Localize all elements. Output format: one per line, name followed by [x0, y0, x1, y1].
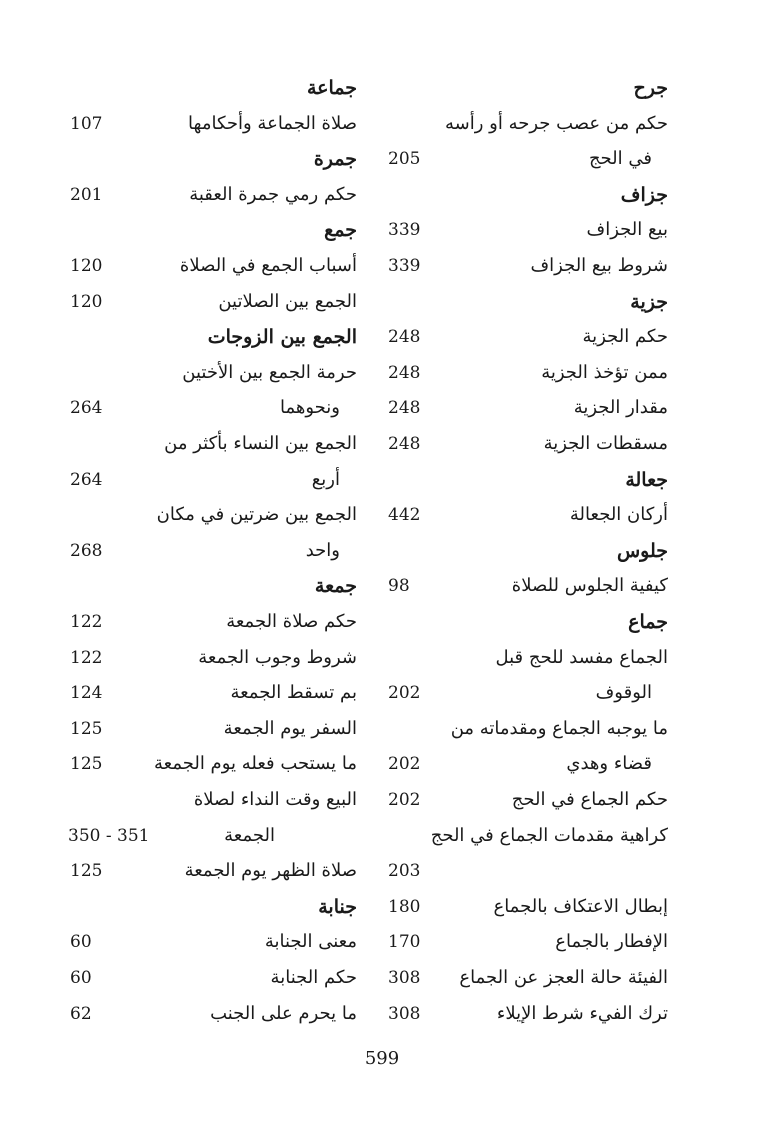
right-index-page-ref: 339 — [388, 256, 421, 276]
left-index-entry-text: الجمع بين النساء بأكثر من — [164, 433, 357, 454]
right-index-entry-text: ترك الفيء شرط الإيلاء — [496, 1002, 668, 1024]
right-index-entry-text: كراهية مقدمات الجماع في الحج — [430, 824, 668, 846]
left-index-page-ref: 122 — [70, 647, 103, 668]
left-index-entry-text: ونحوهما — [279, 397, 340, 419]
right-index-page-ref: 248 — [388, 327, 421, 348]
left-index-page-ref: 62 — [70, 1003, 92, 1024]
right-index-entry-text: إبطال الاعتكاف بالجماع — [493, 895, 668, 917]
left-index-entry-text: معنى الجنابة — [264, 931, 357, 953]
right-index-entry-text: حكم من عصب جرحه أو رأسه — [445, 112, 668, 134]
left-index-page-ref: 124 — [70, 683, 103, 704]
left-index-heading: جمعة — [314, 575, 357, 598]
right-index-entry-text: حكم الجماع في الحج — [511, 789, 668, 810]
right-index-entry-text: ممن تؤخذ الجزية — [541, 361, 668, 383]
left-index-entry-text: حرمة الجمع بين الأختين — [182, 361, 357, 383]
left-index-page-ref: 120 — [70, 291, 103, 312]
right-index-page-ref: 202 — [388, 754, 421, 775]
right-index-entry-text: قضاء وهدي — [566, 753, 652, 775]
right-index-entry-text: مسقطات الجزية — [543, 433, 668, 454]
right-index-page-ref: 248 — [388, 434, 421, 454]
right-index-page-ref: 308 — [388, 1003, 421, 1024]
left-index-entry-text: أسباب الجمع في الصلاة — [179, 255, 357, 276]
right-index-heading: جرح — [633, 77, 668, 99]
right-index-page-ref: 339 — [388, 220, 421, 241]
left-index-page-ref: 264 — [70, 398, 103, 419]
left-index-entry-text: ما يستحب فعله يوم الجمعة — [153, 753, 357, 775]
left-index-page-ref: 122 — [70, 612, 103, 632]
right-index-heading: جعالة — [625, 468, 668, 491]
right-index-entry-text: الفيئة حالة العجز عن الجماع — [459, 967, 668, 988]
right-index-heading: جزية — [630, 290, 668, 313]
left-index-page-ref: 125 — [70, 861, 103, 882]
left-index-heading: جماعة — [306, 77, 357, 99]
right-index-entry-text: مقدار الجزية — [573, 397, 668, 419]
left-index-page-ref: 268 — [70, 540, 103, 561]
left-index-page-ref: 125 — [70, 718, 103, 739]
left-index-entry-text: الجمع بين الصلاتين — [218, 290, 357, 312]
left-index-heading: جنابة — [318, 895, 357, 918]
right-index-entry-text: شروط بيع الجزاف — [530, 255, 668, 276]
right-index-page-ref: 442 — [388, 505, 421, 526]
right-index-page-ref: 248 — [388, 362, 421, 383]
left-index-entry-text: حكم الجنابة — [270, 967, 357, 988]
left-index-page-ref: 60 — [70, 932, 92, 953]
right-index-heading: جلوس — [616, 539, 668, 562]
left-index-heading: جمع — [324, 219, 357, 242]
left-index-heading: جمرة — [313, 148, 357, 171]
left-index-page-ref: 264 — [70, 469, 103, 490]
right-index-page-ref: 98 — [388, 576, 410, 597]
right-index-entry-text: كيفية الجلوس للصلاة — [511, 575, 668, 597]
right-index-entry-text: الجماع مفسد للحج قبل — [495, 646, 668, 668]
right-index-entry-text: في الحج — [588, 148, 652, 170]
left-index-page-ref: 125 — [70, 754, 103, 775]
left-index-entry-text: ما يحرم على الجنب — [210, 1002, 357, 1024]
right-index-page-ref: 203 — [388, 861, 421, 882]
left-index-entry-text: السفر يوم الجمعة — [223, 717, 357, 739]
left-index-entry-text: واحد — [305, 539, 340, 561]
left-index-entry-text: الجمع بين ضرتين في مكان — [156, 504, 357, 526]
right-index-entry-text: الوقوف — [595, 682, 652, 704]
left-index-entry-text: البيع وقت النداء لصلاة — [193, 789, 357, 810]
left-index-entry-text: بم تسقط الجمعة — [230, 682, 357, 704]
left-index-page-ref: 107 — [70, 113, 103, 134]
right-index-page-ref: 205 — [388, 149, 421, 170]
page-number: 599 — [364, 1048, 400, 1069]
right-index-entry-text: حكم الجزية — [582, 326, 668, 348]
right-index-page-ref: 180 — [388, 896, 421, 917]
right-index-page-ref: 202 — [388, 790, 421, 810]
right-index-heading: جماع — [628, 611, 668, 633]
left-index-page-ref: 201 — [70, 184, 103, 205]
right-index-entry-text: ما يوجبه الجماع ومقدماته من — [450, 717, 668, 739]
left-index-page-ref: 120 — [70, 256, 103, 276]
right-index-heading: جزاف — [620, 183, 668, 206]
left-index-entry-text: حكم صلاة الجمعة — [226, 611, 357, 632]
right-index-page-ref: 308 — [388, 968, 421, 988]
left-index-entry-text: حكم رمي جمرة العقبة — [189, 183, 357, 205]
left-index-page-ref: 350 - 351 — [68, 825, 150, 846]
right-index-page-ref: 248 — [388, 398, 421, 419]
right-index-entry-text: أركان الجعالة — [569, 504, 668, 526]
left-index-heading: الجمع بين الزوجات — [207, 326, 357, 349]
left-index-entry-text: صلاة الظهر يوم الجمعة — [184, 860, 357, 882]
left-index-entry-text: شروط وجوب الجمعة — [198, 646, 357, 668]
right-index-page-ref: 202 — [388, 683, 421, 704]
right-index-entry-text: الإفطار بالجماع — [555, 931, 668, 953]
right-index-entry-text: بيع الجزاف — [586, 219, 668, 241]
left-index-entry-text: أربع — [311, 468, 340, 490]
left-index-entry-text: الجمعة — [224, 824, 275, 846]
left-index-entry-text: صلاة الجماعة وأحكامها — [188, 112, 357, 134]
right-index-page-ref: 170 — [388, 932, 421, 953]
left-index-page-ref: 60 — [70, 968, 92, 988]
